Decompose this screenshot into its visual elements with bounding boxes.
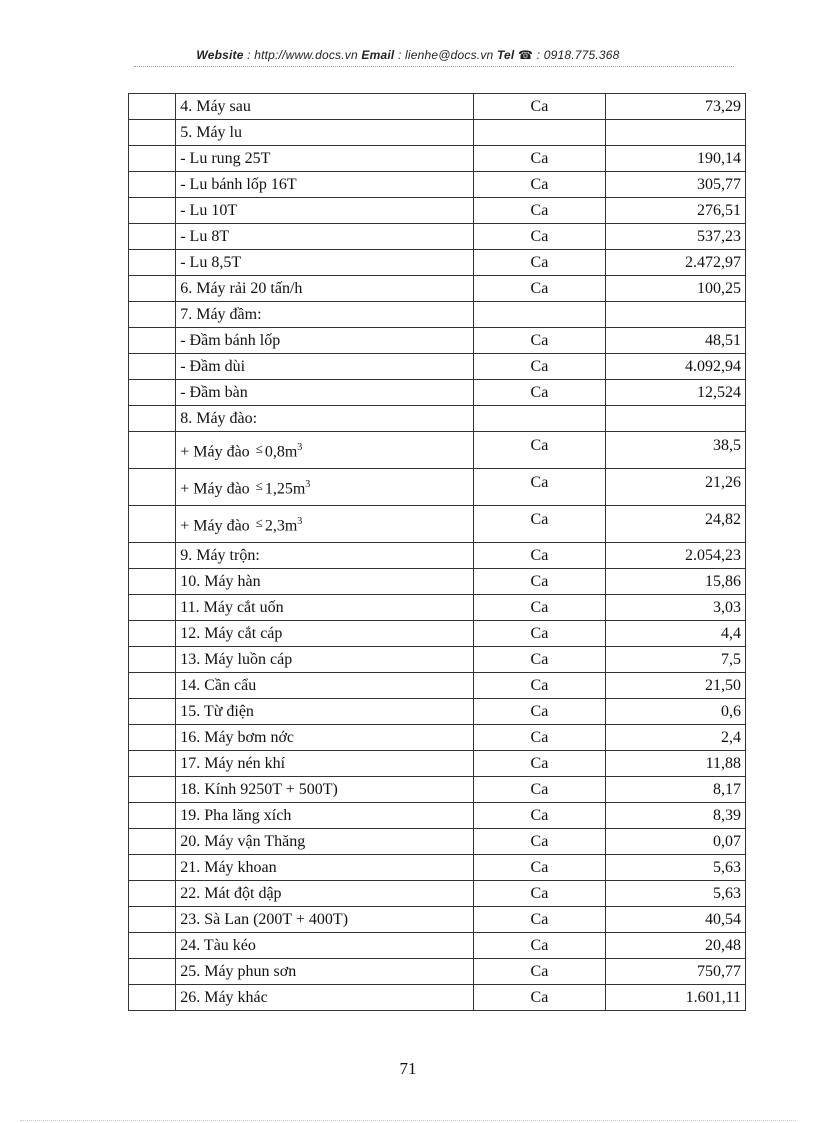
unit-cell: Ca (473, 94, 606, 120)
unit-cell: Ca (473, 751, 606, 777)
unit-cell: Ca (473, 380, 606, 406)
row-index-cell (129, 855, 176, 881)
unit-cell: Ca (473, 933, 606, 959)
equipment-capacity: 0,8m (264, 443, 298, 461)
equipment-name-cell: 19. Pha lăng xích (176, 803, 473, 829)
quantity-cell: 750,77 (606, 959, 746, 985)
tel-value: : 0918.775.368 (533, 48, 620, 62)
equipment-name-cell: - Đầm dùi (176, 354, 473, 380)
quantity-cell: 15,86 (606, 569, 746, 595)
unit-cell: Ca (473, 647, 606, 673)
equipment-name-prefix: + Máy đào (180, 517, 250, 535)
unit-cell: Ca (473, 777, 606, 803)
equipment-name-prefix: + Máy đào (180, 443, 250, 461)
row-index-cell (129, 725, 176, 751)
quantity-cell: 8,17 (606, 777, 746, 803)
table-row (129, 803, 746, 829)
unit-cell: Ca (473, 907, 606, 933)
equipment-name-cell: 16. Máy bơm nớc (176, 725, 473, 751)
equipment-name-cell: 10. Máy hàn (176, 569, 473, 595)
table-row (129, 328, 746, 354)
row-index-cell (129, 354, 176, 380)
phone-icon: ☎ (517, 48, 534, 62)
row-index-cell (129, 595, 176, 621)
row-index-cell (129, 647, 176, 673)
row-index-cell (129, 933, 176, 959)
unit-cell: Ca (473, 725, 606, 751)
quantity-cell: 8,39 (606, 803, 746, 829)
unit-cell: Ca (473, 432, 606, 469)
row-index-cell (129, 172, 176, 198)
row-index-cell (129, 380, 176, 406)
equipment-name-cell: 21. Máy khoan (176, 855, 473, 881)
quantity-cell (606, 302, 746, 328)
unit-cell: Ca (473, 985, 606, 1011)
page-number: 71 (399, 1059, 417, 1078)
quantity-cell: 2,4 (606, 725, 746, 751)
row-index-cell (129, 406, 176, 432)
equipment-name-cell: - Lu 8T (176, 224, 473, 250)
equipment-table (128, 93, 746, 1011)
row-index-cell (129, 829, 176, 855)
row-index-cell (129, 777, 176, 803)
unit-cell: Ca (473, 699, 606, 725)
footer-divider (20, 1120, 796, 1121)
unit-cell (473, 406, 606, 432)
quantity-cell: 4.092,94 (606, 354, 746, 380)
unit-cell: Ca (473, 354, 606, 380)
row-index-cell (129, 276, 176, 302)
equipment-name-cell: 22. Mát đột dập (176, 881, 473, 907)
equipment-name-cell: 23. Sà Lan (200T + 400T) (176, 907, 473, 933)
table-row (129, 469, 746, 506)
equipment-name-cell: 6. Máy rải 20 tấn/h (176, 276, 473, 302)
table-row (129, 699, 746, 725)
row-index-cell (129, 803, 176, 829)
unit-cell: Ca (473, 276, 606, 302)
unit-cell: Ca (473, 146, 606, 172)
quantity-cell: 48,51 (606, 328, 746, 354)
row-index-cell (129, 543, 176, 569)
equipment-name-cell (176, 432, 473, 469)
unit-cell: Ca (473, 506, 606, 543)
quantity-cell (606, 406, 746, 432)
equipment-name-cell: 12. Máy cắt cáp (176, 621, 473, 647)
equipment-capacity: 1,25m (264, 480, 306, 498)
table-row (129, 621, 746, 647)
quantity-cell: 24,82 (606, 506, 746, 543)
row-index-cell (129, 881, 176, 907)
equipment-name-cell: 24. Tàu kéo (176, 933, 473, 959)
equipment-name-cell: 4. Máy sau (176, 94, 473, 120)
table-row (129, 829, 746, 855)
equipment-name-prefix: + Máy đào (180, 480, 250, 498)
equipment-name-cell: 18. Kính 9250T + 500T) (176, 777, 473, 803)
table-row (129, 985, 746, 1011)
row-index-cell (129, 146, 176, 172)
row-index-cell (129, 250, 176, 276)
unit-cell: Ca (473, 250, 606, 276)
table-row (129, 725, 746, 751)
table-row (129, 751, 746, 777)
quantity-cell: 5,63 (606, 881, 746, 907)
equipment-table-body (129, 94, 746, 1011)
capacity-exponent: 3 (297, 515, 303, 527)
equipment-name-cell: 11. Máy cắt uốn (176, 595, 473, 621)
unit-cell: Ca (473, 621, 606, 647)
table-row (129, 94, 746, 120)
table-row (129, 354, 746, 380)
row-index-cell (129, 120, 176, 146)
table-row (129, 506, 746, 543)
equipment-name-cell: 8. Máy đào: (176, 406, 473, 432)
less-equal-symbol: ≤ (255, 515, 263, 531)
row-index-cell (129, 959, 176, 985)
quantity-cell: 190,14 (606, 146, 746, 172)
row-index-cell (129, 699, 176, 725)
website-label: Website (196, 48, 244, 62)
equipment-capacity: 2,3m (264, 517, 298, 535)
quantity-cell: 38,5 (606, 432, 746, 469)
quantity-cell: 5,63 (606, 855, 746, 881)
quantity-cell: 12,524 (606, 380, 746, 406)
quantity-cell: 21,50 (606, 673, 746, 699)
equipment-name-cell: 17. Máy nén khí (176, 751, 473, 777)
table-row (129, 647, 746, 673)
email-value: : lienhe@docs.vn (394, 48, 497, 62)
equipment-name-cell: 25. Máy phun sơn (176, 959, 473, 985)
quantity-cell: 305,77 (606, 172, 746, 198)
unit-cell: Ca (473, 855, 606, 881)
equipment-name-cell: 13. Máy luồn cáp (176, 647, 473, 673)
unit-cell: Ca (473, 469, 606, 506)
unit-cell: Ca (473, 224, 606, 250)
unit-cell: Ca (473, 673, 606, 699)
equipment-name-cell (176, 506, 473, 543)
table-row (129, 933, 746, 959)
equipment-name-cell: 14. Cần cẩu (176, 673, 473, 699)
quantity-cell: 21,26 (606, 469, 746, 506)
table-row (129, 120, 746, 146)
unit-cell: Ca (473, 803, 606, 829)
capacity-exponent: 3 (297, 441, 303, 453)
less-equal-symbol: ≤ (255, 441, 263, 457)
table-row (129, 777, 746, 803)
unit-cell: Ca (473, 959, 606, 985)
table-row (129, 406, 746, 432)
equipment-name-cell: 5. Máy lu (176, 120, 473, 146)
unit-cell (473, 120, 606, 146)
row-index-cell (129, 907, 176, 933)
quantity-cell: 0,07 (606, 829, 746, 855)
unit-cell: Ca (473, 198, 606, 224)
unit-cell: Ca (473, 881, 606, 907)
table-row (129, 881, 746, 907)
equipment-name-cell: - Lu 10T (176, 198, 473, 224)
capacity-exponent: 3 (305, 478, 311, 490)
quantity-cell: 3,03 (606, 595, 746, 621)
row-index-cell (129, 621, 176, 647)
less-equal-symbol: ≤ (255, 478, 263, 494)
unit-cell: Ca (473, 328, 606, 354)
equipment-name-cell: - Lu bánh lốp 16T (176, 172, 473, 198)
table-row (129, 224, 746, 250)
row-index-cell (129, 751, 176, 777)
quantity-cell: 40,54 (606, 907, 746, 933)
table-row (129, 380, 746, 406)
table-row (129, 302, 746, 328)
table-row (129, 276, 746, 302)
equipment-name-cell: 20. Máy vận Thăng (176, 829, 473, 855)
tel-label: Tel (496, 48, 515, 62)
unit-cell: Ca (473, 569, 606, 595)
table-row (129, 543, 746, 569)
unit-cell (473, 302, 606, 328)
equipment-name-cell: 26. Máy khác (176, 985, 473, 1011)
unit-cell: Ca (473, 543, 606, 569)
equipment-name-cell: - Lu rung 25T (176, 146, 473, 172)
quantity-cell: 20,48 (606, 933, 746, 959)
quantity-cell: 73,29 (606, 94, 746, 120)
equipment-name-cell (176, 469, 473, 506)
table-row (129, 595, 746, 621)
row-index-cell (129, 198, 176, 224)
equipment-name-cell: - Đầm bàn (176, 380, 473, 406)
row-index-cell (129, 432, 176, 469)
quantity-cell: 100,25 (606, 276, 746, 302)
table-row (129, 673, 746, 699)
email-label: Email (361, 48, 395, 62)
equipment-name-cell: 15. Từ điện (176, 699, 473, 725)
table-row (129, 172, 746, 198)
row-index-cell (129, 985, 176, 1011)
quantity-cell: 537,23 (606, 224, 746, 250)
row-index-cell (129, 94, 176, 120)
equipment-name-cell: - Đầm bánh lốp (176, 328, 473, 354)
website-value: : http://www.docs.vn (243, 48, 362, 62)
quantity-cell: 276,51 (606, 198, 746, 224)
row-index-cell (129, 328, 176, 354)
unit-cell: Ca (473, 172, 606, 198)
quantity-cell: 4,4 (606, 621, 746, 647)
quantity-cell: 1.601,11 (606, 985, 746, 1011)
table-row (129, 250, 746, 276)
quantity-cell: 7,5 (606, 647, 746, 673)
equipment-name-cell: 9. Máy trộn: (176, 543, 473, 569)
table-row (129, 198, 746, 224)
table-row (129, 959, 746, 985)
header-divider (134, 66, 734, 67)
unit-cell: Ca (473, 595, 606, 621)
quantity-cell: 0,6 (606, 699, 746, 725)
row-index-cell (129, 302, 176, 328)
table-row (129, 855, 746, 881)
page-header (0, 48, 816, 62)
quantity-cell: 2.054,23 (606, 543, 746, 569)
row-index-cell (129, 673, 176, 699)
table-row (129, 146, 746, 172)
unit-cell: Ca (473, 829, 606, 855)
row-index-cell (129, 506, 176, 543)
table-row (129, 907, 746, 933)
row-index-cell (129, 569, 176, 595)
table-row (129, 569, 746, 595)
row-index-cell (129, 469, 176, 506)
equipment-name-cell: - Lu 8,5T (176, 250, 473, 276)
quantity-cell: 11,88 (606, 751, 746, 777)
table-row (129, 432, 746, 469)
equipment-name-cell: 7. Máy đầm: (176, 302, 473, 328)
quantity-cell (606, 120, 746, 146)
quantity-cell: 2.472,97 (606, 250, 746, 276)
row-index-cell (129, 224, 176, 250)
